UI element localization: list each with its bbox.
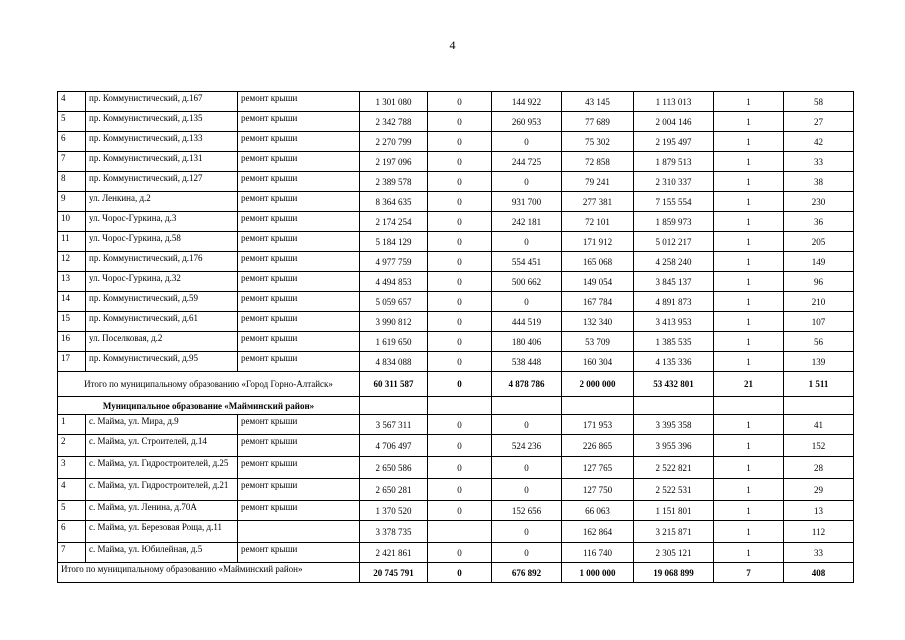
page-number: 4	[449, 38, 456, 52]
cell-total-cost: 1 370 520	[360, 501, 428, 521]
cell-total-cost: 3 567 311	[360, 415, 428, 435]
cell-residents: 96	[784, 272, 854, 292]
cell-municipal-funds: 149 054	[562, 272, 634, 292]
cell-regional-funds: 152 656	[492, 501, 562, 521]
cell-count: 1	[714, 252, 784, 272]
cell-federal-funds: 0	[428, 132, 492, 152]
cell-residents: 58	[784, 92, 854, 112]
cell-count: 1	[714, 92, 784, 112]
cell-owners-funds: 4 135 336	[634, 352, 714, 372]
cell-row-number: 9	[58, 192, 86, 212]
cell-work-type	[238, 521, 360, 543]
cell-total-cost: 5 184 129	[360, 232, 428, 252]
cell-owners-funds: 2 310 337	[634, 172, 714, 192]
cell-regional-funds: 0	[492, 415, 562, 435]
cell-federal-funds: 0	[428, 152, 492, 172]
cell-residents: 27	[784, 112, 854, 132]
table-row	[58, 501, 854, 521]
cell-residents: 112	[784, 521, 854, 543]
cell-count: 1	[714, 112, 784, 132]
total-total-cost: 20 745 791	[360, 563, 428, 583]
cell-address: с. Майма, ул. Гидростроителей, д.25	[86, 457, 238, 479]
cell-count: 1	[714, 232, 784, 252]
table-row	[58, 152, 854, 172]
empty-cell	[360, 397, 428, 415]
cell-work-type: ремонт крыши	[238, 132, 360, 152]
cell-regional-funds: 0	[492, 479, 562, 501]
cell-work-type: ремонт крыши	[238, 479, 360, 501]
cell-count: 1	[714, 415, 784, 435]
cell-address: ул. Чорос-Гуркина, д.58	[86, 232, 238, 252]
cell-regional-funds: 0	[492, 292, 562, 312]
table-row	[58, 543, 854, 563]
cell-residents: 33	[784, 543, 854, 563]
cell-address: пр. Коммунистический, д.133	[86, 132, 238, 152]
cell-work-type: ремонт крыши	[238, 232, 360, 252]
empty-cell	[634, 397, 714, 415]
cell-work-type: ремонт крыши	[238, 457, 360, 479]
total-owners-funds: 19 068 899	[634, 563, 714, 583]
cell-row-number: 7	[58, 152, 86, 172]
total-residents: 1 511	[784, 372, 854, 397]
total-count: 7	[714, 563, 784, 583]
cell-municipal-funds: 72 101	[562, 212, 634, 232]
cell-municipal-funds: 167 784	[562, 292, 634, 312]
cell-federal-funds: 0	[428, 172, 492, 192]
cell-total-cost: 2 174 254	[360, 212, 428, 232]
cell-work-type: ремонт крыши	[238, 501, 360, 521]
cell-owners-funds: 2 522 821	[634, 457, 714, 479]
cell-row-number: 8	[58, 172, 86, 192]
cell-owners-funds: 3 395 358	[634, 415, 714, 435]
cell-regional-funds: 144 922	[492, 92, 562, 112]
cell-residents: 230	[784, 192, 854, 212]
cell-total-cost: 1 619 650	[360, 332, 428, 352]
cell-total-cost: 4 706 497	[360, 435, 428, 457]
cell-owners-funds: 3 845 137	[634, 272, 714, 292]
cell-count: 1	[714, 312, 784, 332]
total-label: Итого по муниципальному образованию «Город Горно-Алтайск»	[58, 372, 360, 397]
cell-regional-funds: 0	[492, 232, 562, 252]
table-row	[58, 352, 854, 372]
cell-federal-funds: 0	[428, 232, 492, 252]
cell-address: пр. Коммунистический, д.127	[86, 172, 238, 192]
cell-federal-funds: 0	[428, 332, 492, 352]
cell-federal-funds: 0	[428, 92, 492, 112]
cell-total-cost: 4 494 853	[360, 272, 428, 292]
cell-regional-funds: 444 519	[492, 312, 562, 332]
cell-owners-funds: 1 879 513	[634, 152, 714, 172]
table-row	[58, 415, 854, 435]
total-residents: 408	[784, 563, 854, 583]
total-row	[58, 563, 854, 583]
cell-municipal-funds: 160 304	[562, 352, 634, 372]
cell-address: с. Майма, ул. Березовая Роща, д.11	[86, 521, 238, 543]
cell-row-number: 2	[58, 435, 86, 457]
table-row	[58, 332, 854, 352]
cell-federal-funds: 0	[428, 212, 492, 232]
cell-federal-funds: 0	[428, 272, 492, 292]
cell-regional-funds: 260 953	[492, 112, 562, 132]
table-row	[58, 172, 854, 192]
cell-address: с. Майма, ул. Гидростроителей, д.21	[86, 479, 238, 501]
table-row	[58, 192, 854, 212]
cell-work-type: ремонт крыши	[238, 192, 360, 212]
cell-federal-funds: 0	[428, 252, 492, 272]
cell-row-number: 5	[58, 112, 86, 132]
cell-residents: 205	[784, 232, 854, 252]
cell-federal-funds: 0	[428, 479, 492, 501]
cell-work-type: ремонт крыши	[238, 152, 360, 172]
cell-residents: 33	[784, 152, 854, 172]
cell-row-number: 4	[58, 479, 86, 501]
cell-address: пр. Коммунистический, д.95	[86, 352, 238, 372]
cell-row-number: 1	[58, 415, 86, 435]
cell-residents: 41	[784, 415, 854, 435]
cell-total-cost: 5 059 657	[360, 292, 428, 312]
cell-regional-funds: 524 236	[492, 435, 562, 457]
cell-row-number: 6	[58, 521, 86, 543]
cell-regional-funds: 0	[492, 172, 562, 192]
table-row	[58, 132, 854, 152]
cell-work-type: ремонт крыши	[238, 92, 360, 112]
cell-work-type: ремонт крыши	[238, 543, 360, 563]
cell-municipal-funds: 66 063	[562, 501, 634, 521]
total-owners-funds: 53 432 801	[634, 372, 714, 397]
total-regional-funds: 4 878 786	[492, 372, 562, 397]
cell-owners-funds: 1 113 013	[634, 92, 714, 112]
cell-residents: 36	[784, 212, 854, 232]
cell-row-number: 10	[58, 212, 86, 232]
total-regional-funds: 676 892	[492, 563, 562, 583]
cell-total-cost: 3 990 812	[360, 312, 428, 332]
cell-work-type: ремонт крыши	[238, 212, 360, 232]
cell-address: с. Майма, ул. Мира, д.9	[86, 415, 238, 435]
cell-owners-funds: 2 004 146	[634, 112, 714, 132]
cell-count: 1	[714, 352, 784, 372]
table-row	[58, 435, 854, 457]
cell-total-cost: 2 270 799	[360, 132, 428, 152]
cell-federal-funds: 0	[428, 457, 492, 479]
cell-owners-funds: 2 522 531	[634, 479, 714, 501]
cell-count: 1	[714, 292, 784, 312]
cell-count: 1	[714, 457, 784, 479]
cell-municipal-funds: 127 750	[562, 479, 634, 501]
cell-address: пр. Коммунистический, д.131	[86, 152, 238, 172]
cell-regional-funds: 0	[492, 457, 562, 479]
cell-municipal-funds: 116 740	[562, 543, 634, 563]
table-row	[58, 312, 854, 332]
repair-program-table	[57, 91, 854, 583]
cell-owners-funds: 2 195 497	[634, 132, 714, 152]
table-row	[58, 272, 854, 292]
cell-row-number: 5	[58, 501, 86, 521]
cell-row-number: 15	[58, 312, 86, 332]
cell-residents: 28	[784, 457, 854, 479]
cell-address: пр. Коммунистический, д.59	[86, 292, 238, 312]
cell-total-cost: 2 650 586	[360, 457, 428, 479]
cell-address: пр. Коммунистический, д.167	[86, 92, 238, 112]
cell-owners-funds: 3 955 396	[634, 435, 714, 457]
cell-regional-funds: 180 406	[492, 332, 562, 352]
table-row	[58, 112, 854, 132]
cell-total-cost: 1 301 080	[360, 92, 428, 112]
cell-address: ул. Чорос-Гуркина, д.32	[86, 272, 238, 292]
cell-residents: 210	[784, 292, 854, 312]
cell-work-type: ремонт крыши	[238, 415, 360, 435]
cell-count: 1	[714, 543, 784, 563]
cell-owners-funds: 4 258 240	[634, 252, 714, 272]
cell-owners-funds: 1 859 973	[634, 212, 714, 232]
cell-residents: 152	[784, 435, 854, 457]
empty-cell	[562, 397, 634, 415]
cell-federal-funds: 0	[428, 543, 492, 563]
cell-owners-funds: 7 155 554	[634, 192, 714, 212]
cell-row-number: 16	[58, 332, 86, 352]
cell-residents: 13	[784, 501, 854, 521]
cell-total-cost: 2 197 096	[360, 152, 428, 172]
total-label: Итого по муниципальному образованию «Майминский район»	[58, 563, 360, 583]
cell-count: 1	[714, 212, 784, 232]
cell-municipal-funds: 132 340	[562, 312, 634, 332]
cell-federal-funds: 0	[428, 501, 492, 521]
cell-regional-funds: 0	[492, 521, 562, 543]
cell-residents: 139	[784, 352, 854, 372]
cell-regional-funds: 242 181	[492, 212, 562, 232]
cell-federal-funds: 0	[428, 112, 492, 132]
cell-municipal-funds: 226 865	[562, 435, 634, 457]
cell-row-number: 6	[58, 132, 86, 152]
cell-work-type: ремонт крыши	[238, 112, 360, 132]
cell-count: 1	[714, 332, 784, 352]
cell-count: 1	[714, 501, 784, 521]
cell-total-cost: 2 650 281	[360, 479, 428, 501]
cell-residents: 38	[784, 172, 854, 192]
cell-work-type: ремонт крыши	[238, 272, 360, 292]
cell-work-type: ремонт крыши	[238, 312, 360, 332]
section-title: Муниципальное образование «Майминский район»	[58, 397, 360, 415]
cell-row-number: 3	[58, 457, 86, 479]
cell-residents: 149	[784, 252, 854, 272]
total-row	[58, 372, 854, 397]
cell-address: ул. Ленкина, д.2	[86, 192, 238, 212]
empty-cell	[428, 397, 492, 415]
cell-row-number: 13	[58, 272, 86, 292]
cell-row-number: 14	[58, 292, 86, 312]
cell-work-type: ремонт крыши	[238, 292, 360, 312]
table-row	[58, 521, 854, 543]
cell-address: пр. Коммунистический, д.61	[86, 312, 238, 332]
cell-count: 1	[714, 132, 784, 152]
table-row	[58, 92, 854, 112]
total-municipal-funds: 2 000 000	[562, 372, 634, 397]
cell-municipal-funds: 162 864	[562, 521, 634, 543]
cell-owners-funds: 3 215 871	[634, 521, 714, 543]
empty-cell	[784, 397, 854, 415]
cell-work-type: ремонт крыши	[238, 435, 360, 457]
total-federal-funds: 0	[428, 563, 492, 583]
cell-total-cost: 8 364 635	[360, 192, 428, 212]
total-total-cost: 60 311 587	[360, 372, 428, 397]
cell-residents: 42	[784, 132, 854, 152]
table-body	[58, 92, 854, 583]
cell-municipal-funds: 77 689	[562, 112, 634, 132]
cell-federal-funds: 0	[428, 192, 492, 212]
cell-count: 1	[714, 272, 784, 292]
cell-owners-funds: 1 385 535	[634, 332, 714, 352]
table-row	[58, 232, 854, 252]
cell-owners-funds: 1 151 801	[634, 501, 714, 521]
cell-work-type: ремонт крыши	[238, 252, 360, 272]
cell-total-cost: 2 342 788	[360, 112, 428, 132]
cell-regional-funds: 500 662	[492, 272, 562, 292]
cell-address: с. Майма, ул. Ленина, д.70А	[86, 501, 238, 521]
total-municipal-funds: 1 000 000	[562, 563, 634, 583]
cell-count: 1	[714, 152, 784, 172]
cell-total-cost: 3 378 735	[360, 521, 428, 543]
cell-address: пр. Коммунистический, д.176	[86, 252, 238, 272]
cell-owners-funds: 4 891 873	[634, 292, 714, 312]
cell-regional-funds: 538 448	[492, 352, 562, 372]
cell-owners-funds: 5 012 217	[634, 232, 714, 252]
cell-owners-funds: 3 413 953	[634, 312, 714, 332]
total-federal-funds: 0	[428, 372, 492, 397]
cell-residents: 29	[784, 479, 854, 501]
cell-row-number: 11	[58, 232, 86, 252]
section-header-row	[58, 397, 854, 415]
cell-municipal-funds: 127 765	[562, 457, 634, 479]
cell-total-cost: 4 834 088	[360, 352, 428, 372]
cell-total-cost: 2 389 578	[360, 172, 428, 192]
cell-municipal-funds: 53 709	[562, 332, 634, 352]
cell-regional-funds: 244 725	[492, 152, 562, 172]
cell-federal-funds: 0	[428, 415, 492, 435]
cell-count: 1	[714, 479, 784, 501]
cell-row-number: 17	[58, 352, 86, 372]
cell-residents: 107	[784, 312, 854, 332]
cell-regional-funds: 931 700	[492, 192, 562, 212]
cell-count: 1	[714, 435, 784, 457]
cell-count: 1	[714, 172, 784, 192]
cell-municipal-funds: 72 858	[562, 152, 634, 172]
cell-owners-funds: 2 305 121	[634, 543, 714, 563]
cell-work-type: ремонт крыши	[238, 352, 360, 372]
cell-regional-funds: 554 451	[492, 252, 562, 272]
cell-federal-funds: 0	[428, 312, 492, 332]
cell-municipal-funds: 79 241	[562, 172, 634, 192]
cell-municipal-funds: 171 953	[562, 415, 634, 435]
cell-count: 1	[714, 521, 784, 543]
empty-cell	[714, 397, 784, 415]
cell-federal-funds: 0	[428, 352, 492, 372]
cell-federal-funds: 0	[428, 292, 492, 312]
cell-federal-funds: 0	[428, 435, 492, 457]
cell-federal-funds	[428, 521, 492, 543]
total-count: 21	[714, 372, 784, 397]
cell-residents: 56	[784, 332, 854, 352]
cell-municipal-funds: 43 145	[562, 92, 634, 112]
cell-row-number: 7	[58, 543, 86, 563]
cell-address: ул. Поселковая, д.2	[86, 332, 238, 352]
cell-municipal-funds: 75 302	[562, 132, 634, 152]
cell-address: пр. Коммунистический, д.135	[86, 112, 238, 132]
cell-regional-funds: 0	[492, 132, 562, 152]
cell-municipal-funds: 171 912	[562, 232, 634, 252]
empty-cell	[492, 397, 562, 415]
cell-total-cost: 2 421 861	[360, 543, 428, 563]
cell-municipal-funds: 277 381	[562, 192, 634, 212]
table-row	[58, 252, 854, 272]
cell-total-cost: 4 977 759	[360, 252, 428, 272]
cell-address: с. Майма, ул. Строителей, д.14	[86, 435, 238, 457]
cell-work-type: ремонт крыши	[238, 172, 360, 192]
cell-municipal-funds: 165 068	[562, 252, 634, 272]
cell-count: 1	[714, 192, 784, 212]
cell-regional-funds: 0	[492, 543, 562, 563]
table-row	[58, 292, 854, 312]
table-row	[58, 479, 854, 501]
cell-row-number: 4	[58, 92, 86, 112]
cell-address: ул. Чорос-Гуркина, д.3	[86, 212, 238, 232]
cell-work-type: ремонт крыши	[238, 332, 360, 352]
cell-row-number: 12	[58, 252, 86, 272]
table-row	[58, 457, 854, 479]
cell-address: с. Майма, ул. Юбилейная, д.5	[86, 543, 238, 563]
table-row	[58, 212, 854, 232]
